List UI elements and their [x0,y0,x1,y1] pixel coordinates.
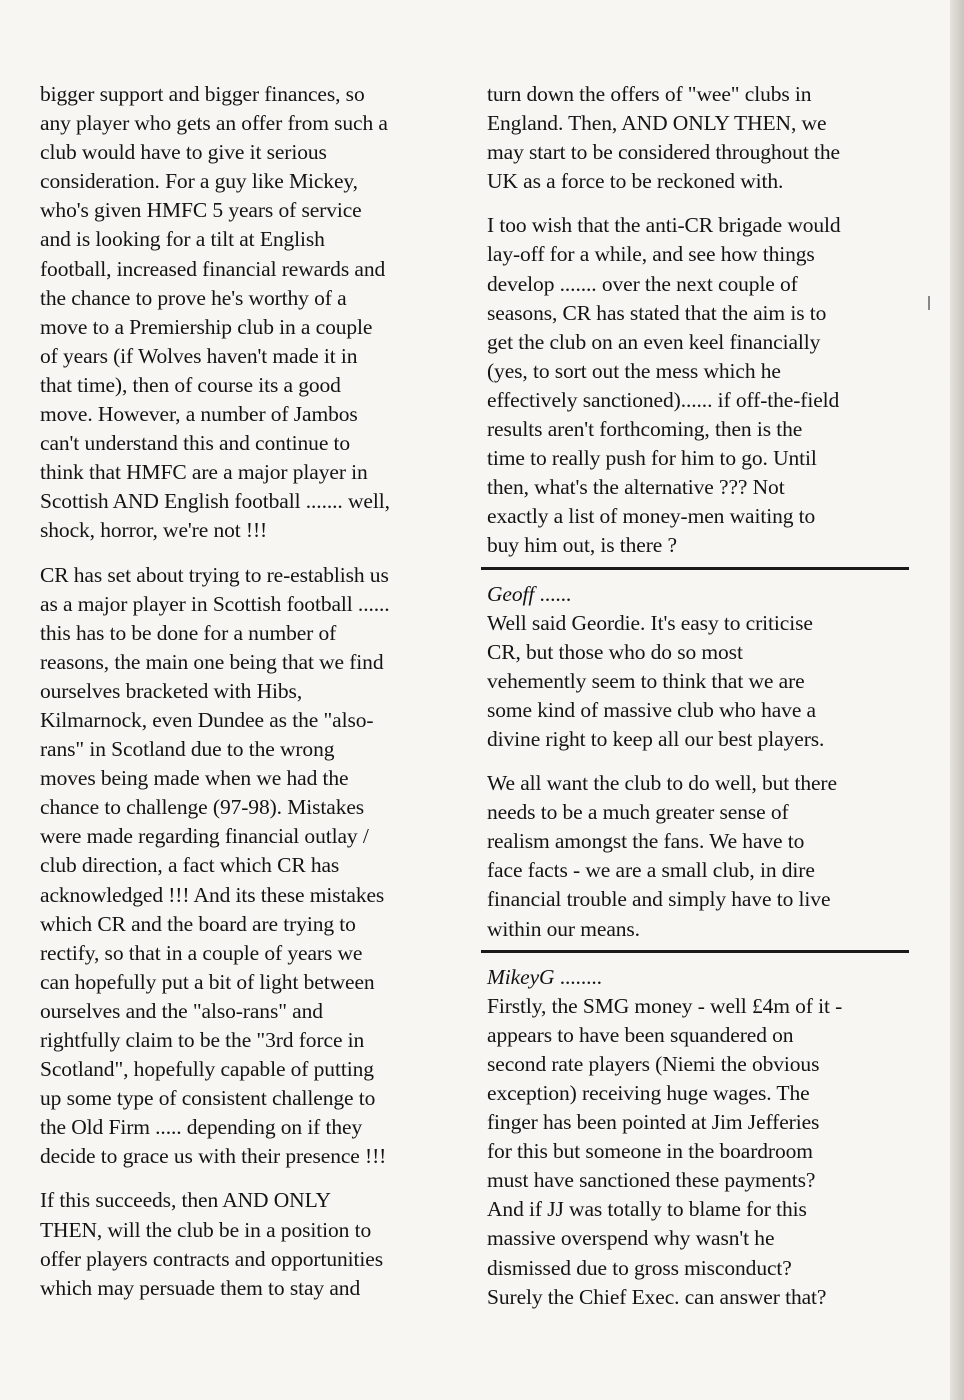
text-line: rectify, so that in a couple of years we [40,940,363,965]
geoff-paragraph-1 [487,609,905,754]
text-line: club direction, a fact which CR has [40,853,340,878]
text-line: CR has set about trying to re-establish us [40,562,389,587]
scan-mark [928,296,930,310]
author-mikeyg [487,963,905,992]
text-line: And if JJ was totally to blame for this [487,1197,807,1222]
text-line: shock, horror, we're not !!! [40,518,268,543]
text-line: that time), then of course its a good [40,372,341,397]
text-line: rightfully claim to be the "3rd force in [40,1028,365,1052]
left-column [40,80,460,1318]
text-line: time to really push for him to go. Until [487,446,817,471]
text-line: seasons, CR has stated that the aim is to [487,300,827,325]
text-line: results aren't forthcoming, then is the [487,417,803,442]
text-line: ourselves bracketed with Hibs, [40,678,303,703]
text-line: must have sanctioned these payments? [487,1168,816,1193]
text-line: ourselves and the "also-rans" and [40,998,323,1023]
section-divider-geoff [481,567,909,570]
text-line: then, what's the alternative ??? Not [487,475,785,500]
text-line: exception) receiving huge wages. The [487,1081,810,1105]
text-line: (yes, to sort out the mess which he [487,358,781,383]
text-line: divine right to keep all our best players. [487,726,825,751]
text-line: realism amongst the fans. We have to [487,829,805,854]
text-line: Well said Geordie. It's easy to criticise [487,610,813,635]
text-line: develop ....... over the next couple of [487,271,798,296]
text-line: as a major player in Scottish football ...... [40,591,390,616]
text-line: CR, but those who do so most [487,639,743,664]
text-line: dismissed due to gross misconduct? [487,1255,792,1280]
text-line: massive overspend why wasn't he [487,1226,775,1251]
text-line: were made regarding financial outlay / [40,824,369,849]
text-line: vehemently seem to think that we are [487,668,805,693]
text-line: Kilmarnock, even Dundee as the "also- [40,707,374,732]
text-line: club would have to give it serious [40,140,327,165]
text-line: THEN, will the club be in a position to [40,1217,372,1242]
text-line: effectively sanctioned)...... if off-the-field [487,387,840,412]
text-line: consideration. For a guy like Mickey, [40,169,358,194]
text-line: move to a Premiership club in a couple [40,314,373,339]
text-line: can't understand this and continue to [40,431,351,456]
left-paragraph-3 [40,1186,460,1302]
text-line: move. However, a number of Jambos [40,402,358,427]
text-line: which may persuade them to stay and [40,1275,361,1300]
author-geoff-dots: ...... [534,581,572,606]
page-edge-shadow [950,0,964,1400]
geordie-paragraph-2 [487,211,905,560]
geordie-paragraph-1 [487,80,905,196]
text-line: appears to have been squandered on [487,1022,794,1047]
author-mikeyg-name: MikeyG [487,964,555,989]
text-line: any player who gets an offer from such a [40,111,388,136]
text-line: We all want the club to do well, but there [487,771,837,796]
text-line: can hopefully put a bit of light between [40,969,375,994]
text-line: some kind of massive club who have a [487,697,816,722]
text-line: get the club on an even keel financially [487,329,821,354]
text-line: buy him out, is there ? [487,533,677,558]
text-line: may start to be considered throughout the [487,140,840,165]
text-line: the chance to prove he's worthy of a [40,285,347,310]
author-mikeyg-dots: ........ [554,964,602,989]
text-line: face facts - we are a small club, in dire [487,858,815,883]
text-line: reasons, the main one being that we find [40,649,384,674]
text-line: offer players contracts and opportunities [40,1246,383,1271]
text-line: Scotland", hopefully capable of putting [40,1057,374,1082]
text-line: football, increased financial rewards and [40,256,386,281]
text-line: chance to challenge (97-98). Mistakes [40,795,365,820]
text-line: acknowledged !!! And its these mistakes [40,882,385,907]
left-paragraph-2 [40,561,460,1172]
text-line: moves being made when we had the [40,766,349,791]
text-line: bigger support and bigger finances, so [40,82,365,106]
text-line: within our means. [487,916,640,941]
text-line: decide to grace us with their presence !!! [40,1144,387,1169]
text-line: for this but someone in the boardroom [487,1139,813,1164]
text-line: of years (if Wolves haven't made it in [40,343,358,368]
right-column [487,80,905,1327]
text-line: and is looking for a tilt at English [40,227,325,252]
text-line: rans" in Scotland due to the wrong [40,737,335,762]
text-line: this has to be done for a number of [40,620,337,645]
text-line: turn down the offers of "wee" clubs in [487,82,812,106]
mikeyg-paragraph-1 [487,992,905,1312]
text-line: UK as a force to be reckoned with. [487,169,784,194]
text-line: second rate players (Niemi the obvious [487,1051,820,1076]
author-geoff [487,580,905,609]
text-line: I too wish that the anti-CR brigade would [487,213,841,238]
text-line: the Old Firm ..... depending on if they [40,1115,363,1140]
text-line: England. Then, AND ONLY THEN, we [487,111,827,136]
text-line: financial trouble and simply have to live [487,887,831,912]
text-line: lay-off for a while, and see how things [487,242,815,267]
text-line: who's given HMFC 5 years of service [40,198,362,223]
text-line: Firstly, the SMG money - well £4m of it - [487,993,843,1018]
geoff-paragraph-2 [487,769,905,944]
text-line: finger has been pointed at Jim Jefferies [487,1110,820,1135]
text-line: Scottish AND English football ....... well, [40,489,390,514]
text-line: If this succeeds, then AND ONLY [40,1188,331,1213]
text-line: think that HMFC are a major player in [40,460,368,485]
text-line: Surely the Chief Exec. can answer that? [487,1284,827,1309]
left-paragraph-1 [40,80,460,546]
author-geoff-name: Geoff [487,581,535,606]
section-divider-mikeyg [481,950,909,953]
text-line: up some type of consistent challenge to [40,1086,376,1111]
text-line: which CR and the board are trying to [40,911,356,936]
text-line: exactly a list of money-men waiting to [487,504,816,529]
text-line: needs to be a much greater sense of [487,800,789,825]
